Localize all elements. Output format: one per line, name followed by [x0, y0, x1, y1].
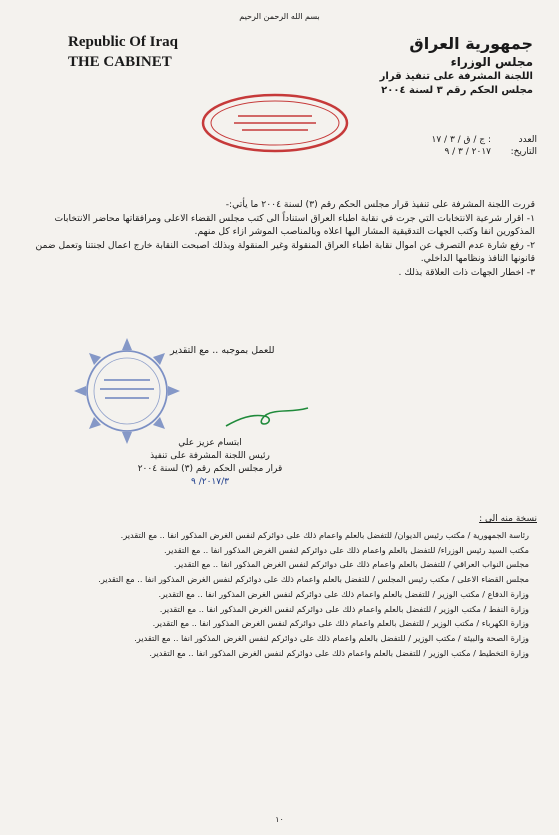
decision-item-3: ٣- اخطار الجهات ذات العلاقة بذلك .	[398, 267, 535, 278]
decision-item-2: ٢- رفع شارة عدم التصرف عن اموال نقابة اطباء العراق المنقولة وغير المنقولة وبذلك اصبحت النقابة خارج اعمال لجنتنا وتعمل ضمن قانونها النافذ ونظامها الداخلي.	[35, 240, 535, 264]
copy-item: مجلس النواب العراقي / للتفضل بالعلم واعمام ذلك على دوائركم لنفس الغرض المذكور انفا .. مع التقدير.	[173, 559, 529, 570]
number-value: : ج / ق / ٣ / ١٧	[431, 135, 491, 145]
signature	[222, 404, 312, 430]
copy-item: وزارة الصحة والبيئة / مكتب الوزير / للتفضل بالعلم واعمام ذلك على دوائركم لنفس الغرض المذكور انفا .. مع التقدير.	[134, 632, 529, 643]
signatory-title-1: رئيس اللجنة المشرفة على تنفيذ	[150, 451, 270, 461]
decision-intro: قررت اللجنة المشرفة على تنفيذ قرار مجلس الحكم رقم (٣) لسنة ٢٠٠٤ ما يأتي:-	[225, 199, 535, 210]
copies-list	[39, 530, 529, 662]
arabic-header-line3: اللجنة المشرفة على تنفيذ قرار	[379, 71, 533, 82]
copy-item: رئاسة الجمهورية / مكتب رئيس الديوان/ للتفضل بالعلم واعمام ذلك على دوائركم لنفس الغرض المذكور انفا .. مع التقدير.	[120, 530, 529, 540]
closing-line: للعمل بموجبه .. مع التقدير	[170, 345, 275, 356]
signatory-block	[120, 437, 300, 489]
copy-item: وزارة الكهرباء / مكتب الوزير / للتفضل بالعلم واعمام ذلك على دوائركم لنفس الغرض المذكور انفا .. مع التقدير.	[152, 618, 529, 629]
decision-item-1: ١- اقرار شرعية الانتخابات التي جرت في نقابة اطباء العراق استناداً الى كتب مجلس القضاء الاعلى ومرافقاتها محاضر الانتخابات المذكورين انفا وكتب الجهات التدقيقية المشار اليها اعلاه وبالمناصب الموشر ازاء كل منهم.	[54, 213, 535, 237]
page-number: ١٠	[275, 815, 284, 824]
reference-block	[432, 134, 537, 158]
decision-body	[30, 198, 535, 280]
arabic-header-line4: مجلس الحكم رقم ٣ لسنة ٢٠٠٤	[381, 85, 533, 96]
blue-stamp-seal	[72, 336, 182, 446]
copy-item: وزارة الدفاع / مكتب الوزير / للتفضل بالعلم واعمام ذلك على دوائركم لنفس الغرض المذكور انفا .. مع التقدير.	[158, 588, 529, 599]
arabic-header-line1: جمهورية العراق	[409, 34, 533, 53]
red-stamp-seal	[200, 92, 350, 154]
english-header-line1: Republic Of Iraq	[68, 34, 179, 50]
signatory-title-2: قرار مجلس الحكم رقم (٣) لسنة ٢٠٠٤	[137, 464, 283, 474]
number-label: العدد	[518, 135, 537, 145]
arabic-header-line2: مجلس الوزراء	[450, 55, 533, 69]
signatory-name: ابتسام عزيز علي	[178, 438, 242, 448]
signatory-date: ٢٠١٧/٣/ ٩	[191, 477, 229, 487]
date-label: التاريخ:	[510, 147, 537, 157]
arabic-header	[380, 34, 533, 98]
copy-item: وزارة النفط / مكتب الوزير / للتفضل بالعلم واعمام ذلك على دوائركم لنفس الغرض المذكور انفا .. مع التقدير.	[159, 603, 529, 614]
copy-item: وزارة التخطيط / مكتب الوزير / للتفضل بالعلم واعمام ذلك على دوائركم لنفس الغرض المذكور انفا .. مع التقدير.	[149, 647, 529, 658]
basmala: بسم الله الرحمن الرحيم	[239, 12, 320, 21]
copies-title: نسخة منه الى :	[479, 514, 537, 524]
copy-item: مجلس القضاء الاعلى / مكتب رئيس المجلس / للتفضل بالعلم واعمام ذلك على دوائركم لنفس الغرض المذكور انفا .. مع التقدير.	[98, 574, 529, 585]
english-header	[68, 32, 178, 72]
copy-item: مكتب السيد رئيس الوزراء/ للتفضل بالعلم واعمام ذلك على دوائركم لنفس الغرض المذكور انفا .. مع التقدير.	[164, 544, 529, 555]
date-value: ٢٠١٧ / ٣ / ٩	[444, 147, 491, 157]
english-header-line2: THE CABINET	[68, 54, 172, 70]
